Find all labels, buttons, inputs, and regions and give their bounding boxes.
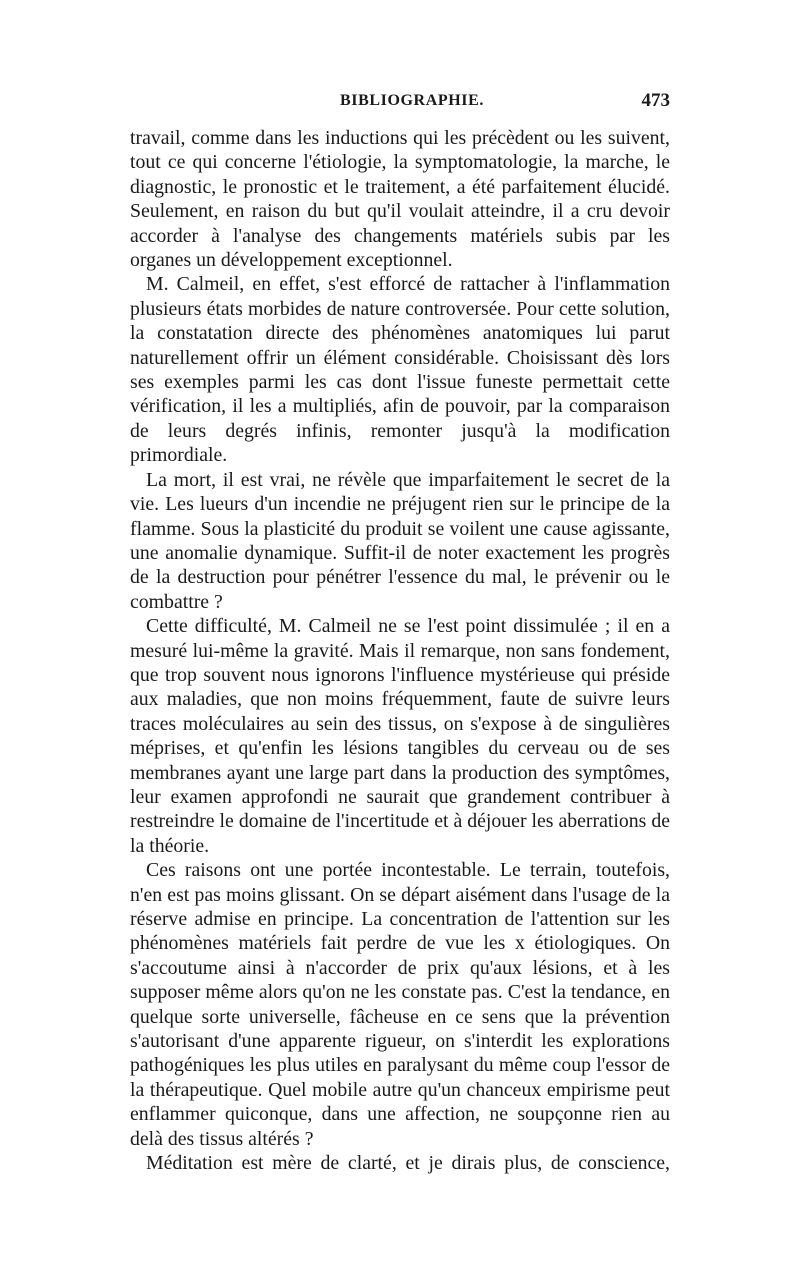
body-text: [130, 126, 670, 1175]
running-head: [130, 88, 670, 118]
paragraph-3: La mort, il est vrai, ne révèle que imparfaitement le secret de la vie. Les lueurs d'un incendie ne préjugent rien sur le principe de la flamme. Sous la plasticité du produit se voilent une cause agissante, une anomalie dynamique. Suffit-il de noter exactement les progrès de la destruction pour pénétrer l'essence du mal, le prévenir ou le combattre ?: [130, 468, 670, 613]
page-number: 473: [641, 90, 670, 111]
paragraph-1: travail, comme dans les inductions qui les précèdent ou les suivent, tout ce qui concerne l'étiologie, la symptomatologie, la marche, le diagnostic, le pronostic et le traitement, a été parfaitement élucidé. Seulement, en raison du but qu'il voulait atteindre, il a cru devoir accorder à l'analyse des changements matériels subis par les organes un développement exceptionnel.: [130, 127, 670, 272]
paragraph-6: Méditation est mère de clarté, et je dirais plus, de conscience,: [146, 1152, 670, 1175]
book-page: [130, 88, 670, 1175]
paragraph-4: Cette difficulté, M. Calmeil ne se l'est point dissimulée ; il en a mesuré lui-même la gravité. Mais il remarque, non sans fondement, que trop souvent nous ignorons l'influence mystérieuse qui préside aux maladies, que non moins fréquemment, faute de suivre leurs traces moléculaires au sein des tissus, on s'expose à de singulières méprises, et qu'enfin les lésions tangibles du cerveau ou de ses membranes ayant une large part dans la production des symptômes, leur examen approfondi ne saurait que grandement contribuer à restreindre le domaine de l'incertitude et à déjouer les aberrations de la théorie.: [130, 615, 670, 857]
paragraph-5: Ces raisons ont une portée incontestable. Le terrain, toutefois, n'en est pas moins glissant. On se départ aisément dans l'usage de la réserve admise en principe. La concentration de l'attention sur les phénomènes matériels fait perdre de vue les x étiologiques. On s'accoutume ainsi à n'accorder de prix qu'aux lésions, et à les supposer même alors qu'on ne les constate pas. C'est la tendance, en quelque sorte universelle, fâcheuse en ce sens que la prévention s'autorisant d'une apparente rigueur, on s'interdit les explorations pathogéniques les plus utiles en paralysant du même coup l'essor de la thérapeutique. Quel mobile autre qu'un chanceux empirisme peut enflammer quiconque, dans une affection, ne soupçonne rien au delà des tissus altérés ?: [130, 859, 670, 1150]
paragraph-2: M. Calmeil, en effet, s'est efforcé de rattacher à l'inflammation plusieurs états morbides de nature controversée. Pour cette solution, la constatation directe des phénomènes anatomiques lui parut naturellement offrir un élément considérable. Choisissant dès lors ses exemples parmi les cas dont l'issue funeste permettait cette vérification, il les a multipliés, afin de pouvoir, par la comparaison de leurs degrés infinis, remonter jusqu'à la modification primordiale.: [130, 273, 670, 467]
running-title: BIBLIOGRAPHIE.: [340, 92, 484, 109]
